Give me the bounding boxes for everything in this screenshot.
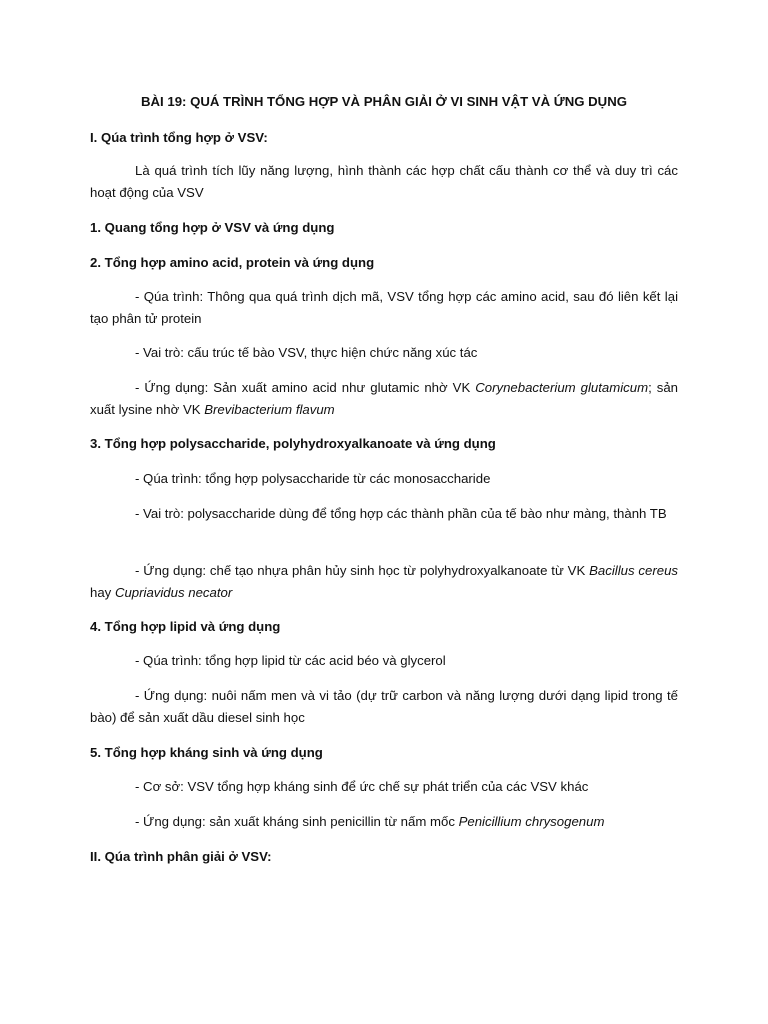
document-title: BÀI 19: QUÁ TRÌNH TỔNG HỢP VÀ PHÂN GIẢI Ở VI SINH VẬT VÀ ỨNG DỤNG	[140, 94, 627, 109]
sub1-heading: 1. Quang tổng hợp ở VSV và ứng dụng	[90, 220, 335, 235]
species-bacillus: Bacillus cereus	[589, 563, 679, 578]
sub3-application	[90, 560, 678, 604]
sub4-process: - Qúa trình: tổng hợp lipid từ các acid béo và glycerol	[135, 653, 446, 668]
species-penicillium: Penicillium chrysogenum	[458, 814, 605, 829]
sub3-app-text-b: hay	[90, 585, 115, 600]
sub3-app-text-a: - Ứng dụng: chế tạo nhựa phân hủy sinh học từ polyhydroxyalkanoate từ VK	[135, 563, 590, 578]
species-brevibacterium: Brevibacterium flavum	[204, 402, 335, 417]
section1-heading: I. Qúa trình tổng hợp ở VSV:	[90, 130, 268, 145]
species-corynebacterium: Corynebacterium glutamicum	[475, 380, 649, 395]
species-cupriavidus: Cupriavidus necator	[114, 585, 233, 600]
sub5-application	[90, 811, 678, 833]
sub2-heading: 2. Tổng hợp amino acid, protein và ứng dụng	[90, 255, 375, 270]
sub5-app-text: - Ứng dụng: sản xuất kháng sinh penicillin từ nấm mốc	[135, 814, 459, 829]
sub2-process: - Qúa trình: Thông qua quá trình dịch mã, VSV tổng hợp các amino acid, sau đó liên kết lại tạo phân tử protein	[90, 289, 678, 326]
sub2-app-text-a: - Ứng dụng: Sản xuất amino acid như glutamic nhờ VK	[135, 380, 476, 395]
sub2-app-text-b: ; sản xuất lysine nhờ VK	[90, 380, 678, 417]
sub2-role: - Vai trò: cấu trúc tế bào VSV, thực hiện chức năng xúc tác	[135, 345, 478, 360]
sub5-heading: 5. Tổng hợp kháng sinh và ứng dụng	[90, 745, 323, 760]
sub4-application: - Ứng dụng: nuôi nấm men và vi tảo (dự trữ carbon và năng lượng dưới dạng lipid trong tế bào) để sản xuất dầu diesel sinh học	[90, 688, 678, 725]
sub3-process: - Qúa trình: tổng hợp polysaccharide từ các monosaccharide	[135, 471, 491, 486]
section1-intro: Là quá trình tích lũy năng lượng, hình thành các hợp chất cấu thành cơ thể và duy trì các hoạt động của VSV	[90, 163, 678, 200]
sub3-role: - Vai trò: polysaccharide dùng để tổng hợp các thành phần của tế bào như màng, thành TB	[135, 506, 667, 521]
sub3-heading: 3. Tổng hợp polysaccharide, polyhydroxyalkanoate và ứng dụng	[90, 436, 496, 451]
sub5-basis: - Cơ sở: VSV tổng hợp kháng sinh để ức chế sự phát triển của các VSV khác	[135, 779, 589, 794]
section2-heading: II. Qúa trình phân giải ở VSV:	[90, 849, 272, 864]
sub2-application	[90, 377, 678, 421]
sub4-heading: 4. Tổng hợp lipid và ứng dụng	[90, 619, 281, 634]
